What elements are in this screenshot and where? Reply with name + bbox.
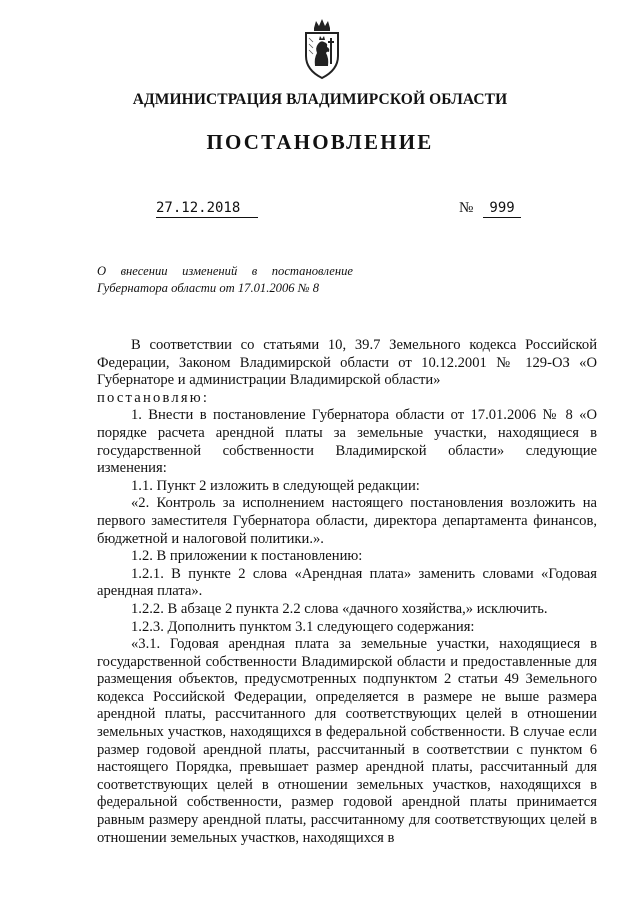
organization-title: АДМИНИСТРАЦИЯ ВЛАДИМИРСКОЙ ОБЛАСТИ xyxy=(132,91,508,108)
body-paragraph: В соответствии со статьями 10, 39.7 Земельного кодекса Российской Федерации, Законом Владимирской области от 10.12.2001 № 129-ОЗ «О Губернаторе и администрации Владимирской области» xyxy=(97,337,597,389)
body-paragraph: 1.2.1. В пункте 2 слова «Арендная плата» заменить словами «Годовая арендная плата». xyxy=(97,565,597,600)
body-paragraph: «3.1. Годовая арендная плата за земельные участки, находящиеся в государственной собственности Владимирской области и предоставленные для размещения объектов, предусмотренных подпунктом 2 статьи 49 Земельного кодекса Российской Федерации, определяется в размере не выше размера арендной платы, рассчитанного для соответствующих целей в отношении земельных участков, находящихся в федеральной собственности. В случае если размер годовой арендной платы, рассчитанный в соответствии с пунктом 6 настоящего Порядка, превышает размер арендной платы, рассчитанный для соответствующих целей в отношении земельных участков, находящихся в федеральной собственности, размер годовой арендной платы принимается равным размеру арендной платы, рассчитанному для соответствующих целей в отношении земельных участков, находящихся в xyxy=(97,636,597,846)
subject-line-2: Губернатора области от 17.01.2006 № 8 xyxy=(97,281,320,295)
document-number xyxy=(459,200,521,218)
body-paragraph: 1. Внести в постановление Губернатора области от 17.01.2006 № 8 «О порядке расчета арендной платы за земельные участки, находящиеся в государственной собственности Владимирской области» следующие изменения: xyxy=(97,407,597,477)
document-body xyxy=(97,337,597,847)
coat-of-arms-icon xyxy=(302,18,342,80)
document-subject xyxy=(97,263,353,297)
body-paragraph-resolve: постановляю: xyxy=(97,389,210,406)
body-paragraph: 1.2.3. Дополнить пунктом 3.1 следующего содержания: xyxy=(131,618,475,635)
body-paragraph: «2. Контроль за исполнением настоящего постановления возложить на первого заместителя Губернатора области, директора департамента финансов, бюджетной и налоговой политики.». xyxy=(97,495,597,547)
document-type-title: ПОСТАНОВЛЕНИЕ xyxy=(206,130,434,154)
subject-line-1: О внесении изменений в постановление xyxy=(97,264,353,278)
number-sign: № xyxy=(459,200,474,216)
body-paragraph: 1.1. Пункт 2 изложить в следующей редакции: xyxy=(131,477,420,494)
body-paragraph: 1.2.2. В абзаце 2 пункта 2.2 слова «дачного хозяйства,» исключить. xyxy=(131,600,548,617)
document-date: 27.12.2018 xyxy=(156,200,258,218)
number-value: 999 xyxy=(483,200,521,218)
body-paragraph: 1.2. В приложении к постановлению: xyxy=(131,548,363,565)
